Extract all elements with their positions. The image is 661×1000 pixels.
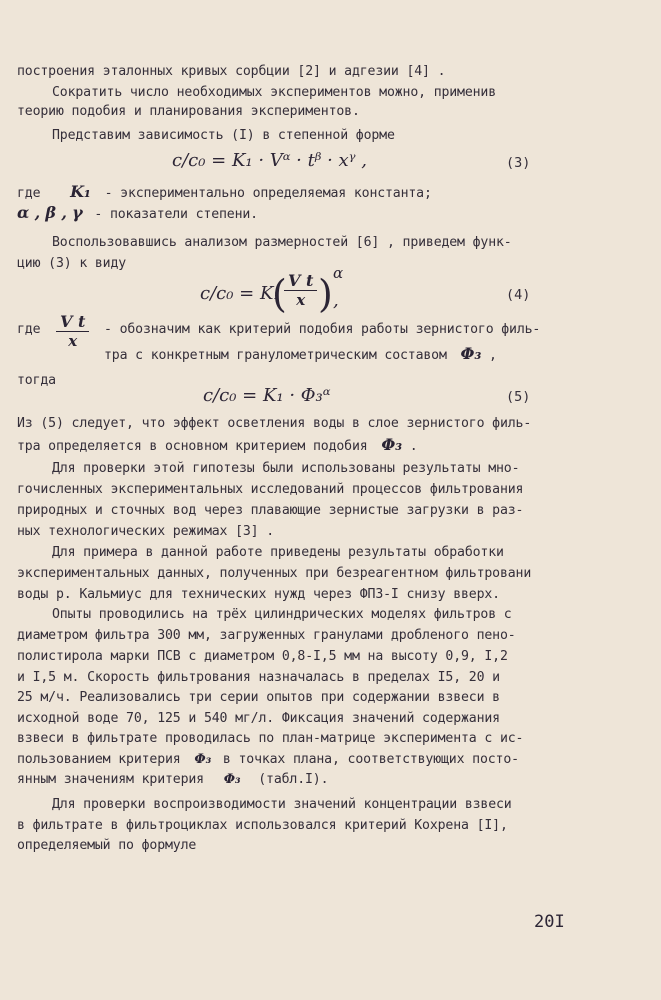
text-line: теорию подобия и планирования экспериментов. xyxy=(17,104,360,119)
text-line: тогда xyxy=(17,373,56,388)
equation-5: c/c₀ = K₁ · Φ₃ᵅ xyxy=(203,385,331,406)
text-fragment: тра определяется в основном критерием подобия xyxy=(17,439,368,454)
symbol-k1: K₁ xyxy=(70,182,91,201)
text-line: Для проверки этой гипотезы были использованы результаты мно- xyxy=(52,461,520,476)
punctuation: , xyxy=(489,348,497,363)
equation-3: c/c₀ = K₁ · Vᵅ · tᵝ · xᵞ , xyxy=(172,150,367,171)
punctuation: . xyxy=(409,439,418,454)
symbol-greek: α , β , γ xyxy=(17,203,83,222)
text-line: Воспользовавшись анализом размерностей [6] , приведем функ- xyxy=(52,235,512,250)
text-line: и I,5 м. Скорость фильтрования назначалась в пределах I5, 20 и xyxy=(17,670,500,685)
symbol-phi3: Φ₃ xyxy=(223,772,241,787)
text-line: Опыты проводились на трёх цилиндрических моделях фильтров с xyxy=(52,607,512,622)
text-line: исходной воде 70, 125 и 540 мг/л. Фиксация значений содержания xyxy=(17,711,500,726)
text-line xyxy=(17,437,642,455)
text-line: Для проверки воспроизводимости значений концентрации взвеси xyxy=(52,797,512,812)
text-fragment: в точках плана, соответствующих посто- xyxy=(222,752,519,767)
fraction-numerator: V t xyxy=(284,271,317,291)
text-fragment: янным значениям критерия xyxy=(17,772,204,787)
equation-number: (3) xyxy=(506,155,531,171)
text-fragment: тра с конкретным гранулометрическим составом xyxy=(104,348,447,363)
text-line: Представим зависимость (I) в степенной форме xyxy=(52,128,395,143)
symbol-phi3: Φ₃ xyxy=(194,752,212,767)
text-line: экспериментальных данных, полученных при безреагентном фильтровани xyxy=(17,566,532,581)
text-fragment: пользованием критерия xyxy=(17,752,181,767)
text-line: природных и сточных вод через плавающие зернистые загрузки в раз- xyxy=(17,503,524,518)
text-line: Для примера в данной работе приведены результаты обработки xyxy=(52,545,504,560)
text-fragment: - показатели степени. xyxy=(94,207,258,222)
comma: , xyxy=(333,290,339,311)
text-line: гочисленных экспериментальных исследований процессов фильтрования xyxy=(17,482,524,497)
text-line: взвеси в фильтрате проводилась по план-матрице эксперимента с ис- xyxy=(17,731,524,746)
text-line: ных технологических режимах [3] . xyxy=(17,524,275,539)
left-paren: ( xyxy=(272,272,287,316)
fraction-denominator: x xyxy=(68,332,78,350)
text-line: определяемый по формуле xyxy=(17,838,197,853)
text-line: 25 м/ч. Реализовались три серии опытов при содержании взвеси в xyxy=(17,690,500,705)
equation-number: (5) xyxy=(506,389,531,405)
text-line xyxy=(17,772,642,788)
text-line: воды р. Кальмиус для технических нужд через ФПЗ-I снизу вверх. xyxy=(17,587,500,602)
text-fragment: - обозначим как критерий подобия работы зернистого филь- xyxy=(104,322,541,337)
text-line xyxy=(17,205,642,223)
text-line: полистирола марки ПСВ с диаметром 0,8-I,5 мм на высоту 0,9, I,2 xyxy=(17,649,508,664)
text-fragment: (табл.I). xyxy=(258,772,329,787)
text-line: диаметром фильтра 300 мм, загруженных гранулами дробленого пено- xyxy=(17,628,516,643)
text-line: Из (5) следует, что эффект осветления воды в слое зернистого филь- xyxy=(17,416,532,431)
exponent: α xyxy=(333,264,344,282)
equation-number: (4) xyxy=(506,287,531,303)
text-fragment: - экспериментально определяемая константа; xyxy=(104,186,432,201)
symbol-phi3: Φ₃ xyxy=(381,435,402,454)
word: где xyxy=(17,322,41,337)
symbol-phi3: Φ₃ xyxy=(460,344,482,363)
right-paren: ) xyxy=(318,272,333,316)
criterion-fraction xyxy=(56,312,89,350)
word: где xyxy=(17,186,41,201)
page-number: 20I xyxy=(534,912,565,932)
fraction-denominator: x xyxy=(296,291,306,309)
text-line: цию (3) к виду xyxy=(17,256,127,271)
text-line: Сократить число необходимых экспериментов можно, применив xyxy=(52,85,497,100)
equation-4-fraction xyxy=(284,271,317,309)
text-line xyxy=(17,752,642,768)
text-line xyxy=(104,346,661,364)
text-line: в фильтрате в фильтроциклах использовался критерий Кохрена [I], xyxy=(17,818,508,833)
fraction-numerator: V t xyxy=(56,312,89,332)
text-line xyxy=(17,184,642,202)
text-line: построения эталонных кривых сорбции [2] и адгезии [4] . xyxy=(17,64,446,79)
equation-4-left: c/c₀ = K₁ xyxy=(200,283,281,304)
